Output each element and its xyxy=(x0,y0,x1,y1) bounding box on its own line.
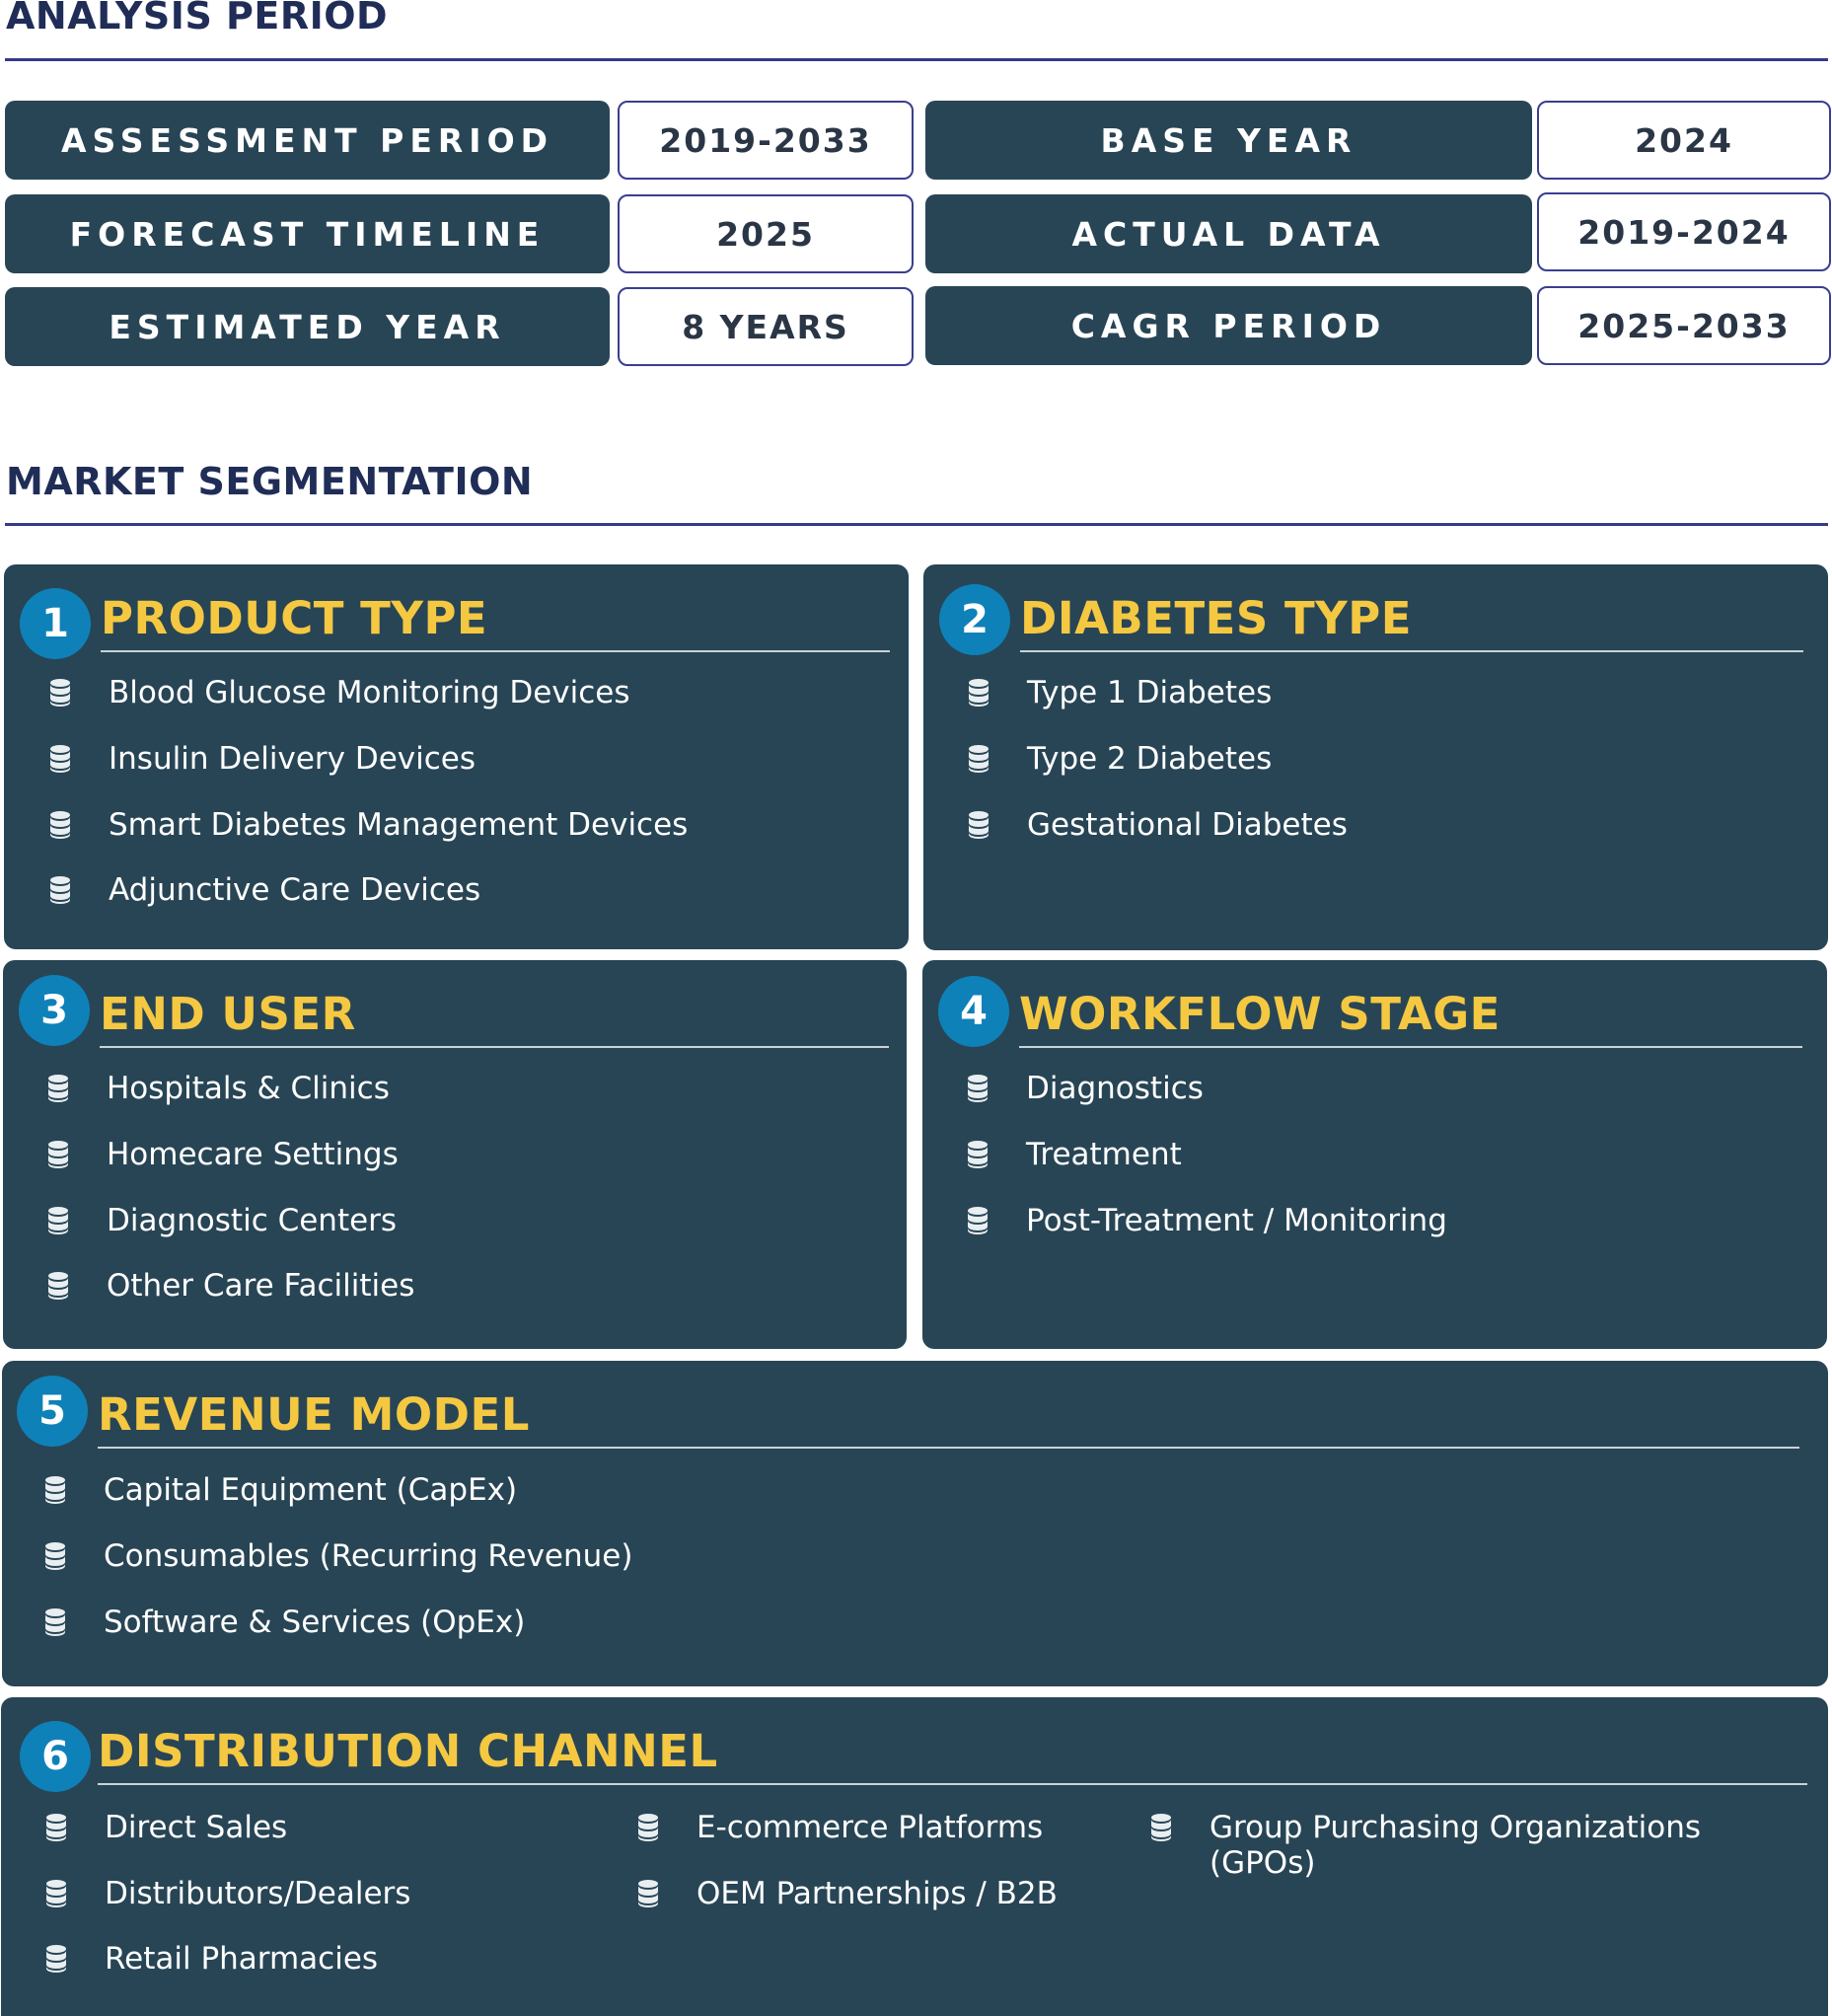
list-item xyxy=(968,807,1348,843)
actual-data-value: 2019-2024 xyxy=(1537,192,1831,271)
assessment-period-value: 2019-2033 xyxy=(618,101,914,180)
list-item-label: Post-Treatment / Monitoring xyxy=(1026,1203,1447,1238)
list-item-label: Retail Pharmacies xyxy=(105,1941,379,1977)
list-item-label: Hospitals & Clinics xyxy=(107,1071,390,1106)
list-item xyxy=(45,1810,287,1845)
list-item-label: Blood Glucose Monitoring Devices xyxy=(109,675,630,710)
list-item xyxy=(637,1876,1058,1911)
database-icon xyxy=(1150,1813,1172,1842)
segment-title: REVENUE MODEL xyxy=(98,1388,530,1441)
list-item xyxy=(45,1941,378,1977)
list-item xyxy=(637,1810,1043,1845)
segment-item-list xyxy=(922,960,1827,1349)
market-segmentation-divider xyxy=(5,523,1828,526)
segment-number-badge: 6 xyxy=(20,1721,91,1792)
segment-title: END USER xyxy=(100,988,356,1040)
database-icon xyxy=(49,810,71,840)
segment-number-badge: 5 xyxy=(17,1376,88,1447)
list-item xyxy=(44,1605,525,1640)
estimated-year-value: 8 YEARS xyxy=(618,287,914,366)
list-item-label: Type 1 Diabetes xyxy=(1027,675,1273,710)
database-icon xyxy=(47,1271,69,1301)
database-icon xyxy=(44,1475,66,1505)
list-item xyxy=(49,675,630,710)
database-icon xyxy=(967,1206,989,1235)
segment-number-badge: 3 xyxy=(19,975,90,1046)
assessment-period-label: ASSESSMENT PERIOD xyxy=(5,101,610,180)
segment-card-diabetes-type xyxy=(923,564,1828,950)
list-item-label: Distributors/Dealers xyxy=(105,1876,411,1911)
database-icon xyxy=(967,1140,989,1169)
list-item xyxy=(968,675,1272,710)
list-item xyxy=(967,1203,1447,1238)
list-item xyxy=(45,1876,410,1911)
list-item-label: Homecare Settings xyxy=(107,1137,399,1172)
segment-card-revenue-model xyxy=(2,1361,1828,1686)
list-item xyxy=(47,1137,399,1172)
list-item-label: Smart Diabetes Management Devices xyxy=(109,807,689,843)
database-icon xyxy=(49,678,71,708)
list-item-label: Diagnostics xyxy=(1026,1071,1204,1106)
segment-number-badge: 4 xyxy=(938,976,1009,1047)
database-icon xyxy=(45,1879,67,1908)
list-item xyxy=(49,872,480,908)
list-item-label: Capital Equipment (CapEx) xyxy=(104,1472,518,1508)
database-icon xyxy=(968,744,989,774)
segment-item-list xyxy=(923,564,1828,950)
database-icon xyxy=(967,1074,989,1103)
list-item-label: Software & Services (OpEx) xyxy=(104,1605,526,1640)
list-item-label: Direct Sales xyxy=(105,1810,288,1845)
list-item-label: Gestational Diabetes xyxy=(1027,807,1348,843)
list-item xyxy=(968,741,1272,777)
segment-title: PRODUCT TYPE xyxy=(101,592,488,644)
database-icon xyxy=(45,1813,67,1842)
segment-number-badge: 1 xyxy=(20,588,91,659)
database-icon xyxy=(968,678,989,708)
list-item xyxy=(44,1538,632,1574)
database-icon xyxy=(637,1813,659,1842)
list-item-label: E-commerce Platforms xyxy=(696,1810,1044,1845)
list-item xyxy=(49,807,688,843)
cagr-period-label: CAGR PERIOD xyxy=(925,286,1532,365)
list-item-label: Diagnostic Centers xyxy=(107,1203,398,1238)
database-icon xyxy=(47,1140,69,1169)
segment-item-list xyxy=(3,960,907,1349)
analysis-period-divider xyxy=(5,58,1828,61)
list-item-label: Type 2 Diabetes xyxy=(1027,741,1273,777)
database-icon xyxy=(49,744,71,774)
actual-data-label: ACTUAL DATA xyxy=(925,194,1532,273)
database-icon xyxy=(47,1206,69,1235)
list-item-label: Group Purchasing Organizations (GPOs) xyxy=(1209,1810,1702,1881)
list-item-label: OEM Partnerships / B2B xyxy=(696,1876,1058,1911)
database-icon xyxy=(44,1541,66,1571)
segment-item-list xyxy=(4,564,909,949)
list-item xyxy=(49,741,476,777)
segment-item-list xyxy=(2,1361,1828,1686)
database-icon xyxy=(44,1607,66,1637)
list-item xyxy=(967,1071,1204,1106)
list-item xyxy=(47,1071,390,1106)
base-year-label: BASE YEAR xyxy=(925,101,1532,180)
list-item xyxy=(44,1472,517,1508)
analysis-period-title: ANALYSIS PERIOD xyxy=(6,0,389,37)
segment-card-end-user xyxy=(3,960,907,1349)
segment-item-list xyxy=(1,1697,1828,2016)
database-icon xyxy=(47,1074,69,1103)
database-icon xyxy=(637,1879,659,1908)
database-icon xyxy=(968,810,989,840)
list-item xyxy=(967,1137,1182,1172)
segment-number-badge: 2 xyxy=(939,584,1010,655)
list-item-label: Adjunctive Care Devices xyxy=(109,872,481,908)
list-item xyxy=(1150,1810,1762,1881)
base-year-value: 2024 xyxy=(1537,101,1831,180)
segment-card-product-type xyxy=(4,564,909,949)
estimated-year-label: ESTIMATED YEAR xyxy=(5,287,610,366)
list-item-label: Treatment xyxy=(1026,1137,1182,1172)
list-item-label: Other Care Facilities xyxy=(107,1268,415,1304)
segment-title: DISTRIBUTION CHANNEL xyxy=(98,1725,718,1777)
database-icon xyxy=(45,1944,67,1974)
list-item xyxy=(47,1203,397,1238)
list-item-label: Consumables (Recurring Revenue) xyxy=(104,1538,633,1574)
segment-card-workflow-stage xyxy=(922,960,1827,1349)
segment-title: WORKFLOW STAGE xyxy=(1019,988,1501,1040)
cagr-period-value: 2025-2033 xyxy=(1537,286,1831,365)
segment-title: DIABETES TYPE xyxy=(1020,592,1412,644)
list-item xyxy=(47,1268,414,1304)
forecast-timeline-label: FORECAST TIMELINE xyxy=(5,194,610,273)
segment-card-distribution-channel xyxy=(1,1697,1828,2016)
forecast-timeline-value: 2025 xyxy=(618,194,914,273)
list-item-label: Insulin Delivery Devices xyxy=(109,741,476,777)
database-icon xyxy=(49,875,71,905)
market-segmentation-title: MARKET SEGMENTATION xyxy=(6,460,534,503)
